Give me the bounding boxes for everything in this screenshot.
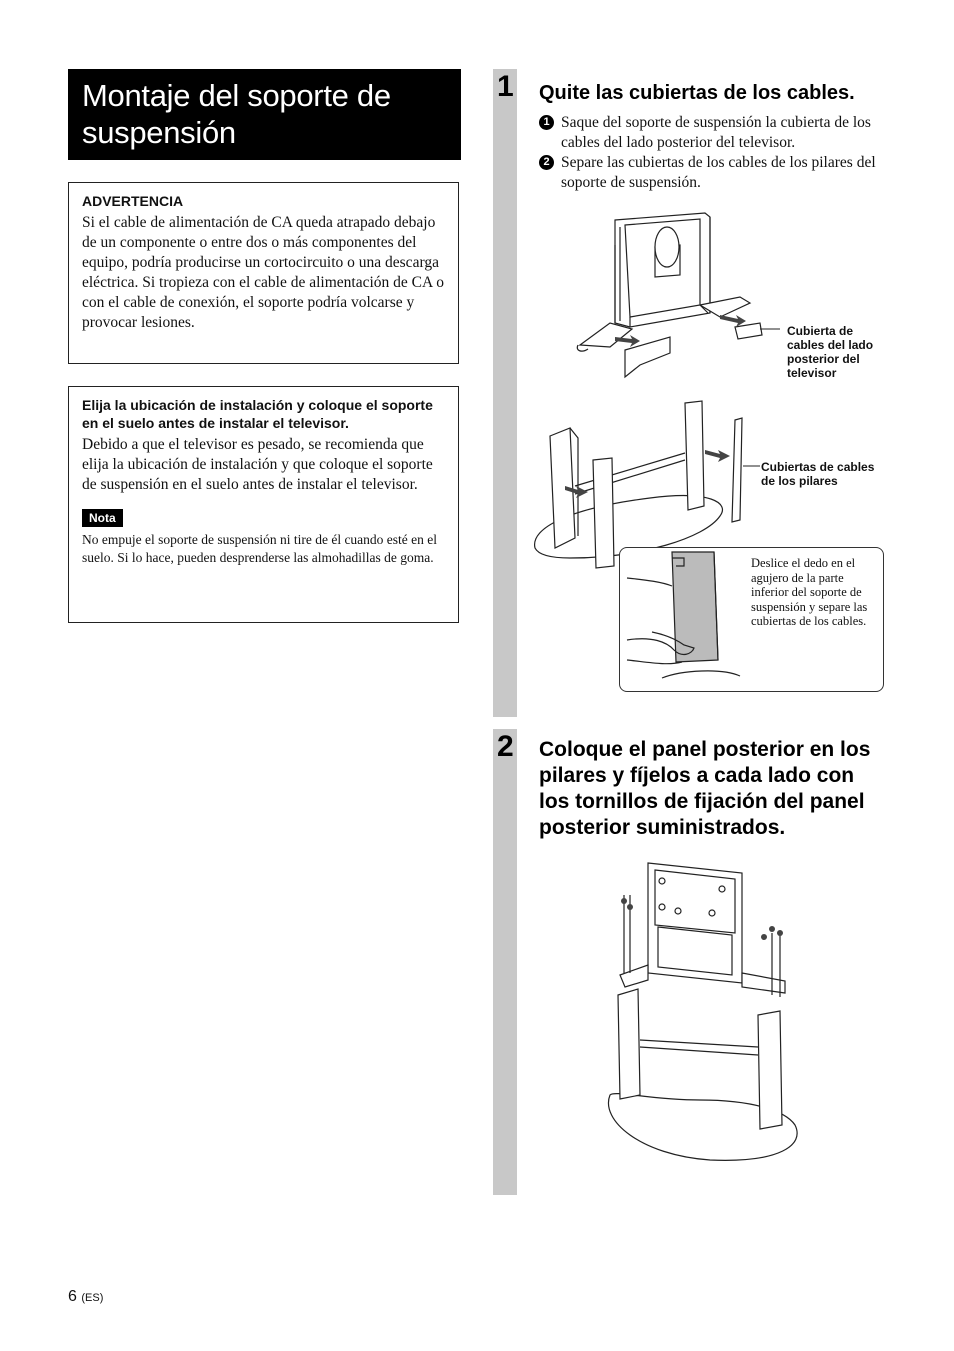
step2-title: Coloque el panel posterior en los pilares y fíjelos a cada lado con los tornillos de fijación del panel posterior suministrados. (539, 738, 871, 839)
step1-title: Quite las cubiertas de los cables. (539, 82, 855, 104)
nota-text: No empuje el soporte de suspensión ni tire de él cuando esté en el suelo. Si lo hace, pueden desprenderse las almohadillas de goma. (82, 532, 438, 565)
warning-box (68, 182, 459, 364)
substep-text: Separe las cubiertas de los cables de los pilares del soporte de suspensión. (561, 154, 876, 191)
location-box (68, 386, 459, 623)
warning-heading: ADVERTENCIA (82, 193, 184, 209)
substep-text: Saque del soporte de suspensión la cubierta de los cables del lado posterior del televisor. (561, 114, 871, 151)
page-title: Montaje del soporte de suspensión (82, 78, 391, 150)
step1-bar (493, 69, 517, 717)
location-heading: Elija la ubicación de instalación y coloque el soporte en el suelo antes de instalar el televisor. (82, 397, 433, 431)
pillar-covers-callout: Cubiertas de cables de los pilares (761, 460, 875, 488)
warning-text: Si el cable de alimentación de CA queda atrapado debajo de un componente o entre dos o más componentes del equipo, podría producirse un cortocircuito o una descarga eléctrica. Si tropieza con el cable de alimentación de CA o con el cable de conexión, el soporte podría volcarse y provocar lesiones. (82, 214, 444, 331)
page-lang: (ES) (81, 1292, 104, 1304)
step1-substep-1 (539, 113, 889, 153)
page-footer (68, 1288, 103, 1306)
step2-bar (493, 729, 517, 1195)
step1-substep-2 (539, 153, 889, 193)
back-panel-illustration (600, 855, 805, 1165)
substep-marker: 1 (539, 115, 554, 130)
inset-hand-illustration (622, 550, 747, 688)
page-title-block (68, 69, 461, 160)
rear-cover-illustration (570, 205, 780, 385)
step2-number: 2 (497, 730, 514, 763)
location-text: Debido a que el televisor es pesado, se recomienda que elija la ubicación de instalación y que coloque el soporte de suspensión en el suelo antes de instalar el televisor. (82, 436, 433, 493)
substep-marker: 2 (539, 155, 554, 170)
step1-number: 1 (497, 70, 514, 103)
rear-cover-callout: Cubierta de cables del lado posterior del televisor (787, 324, 874, 380)
page-number: 6 (68, 1288, 77, 1305)
inset-text: Deslice el dedo en el agujero de la parte inferior del soporte de suspensión y separe las cubiertas de los cables. (751, 556, 868, 628)
nota-badge: Nota (82, 509, 123, 527)
